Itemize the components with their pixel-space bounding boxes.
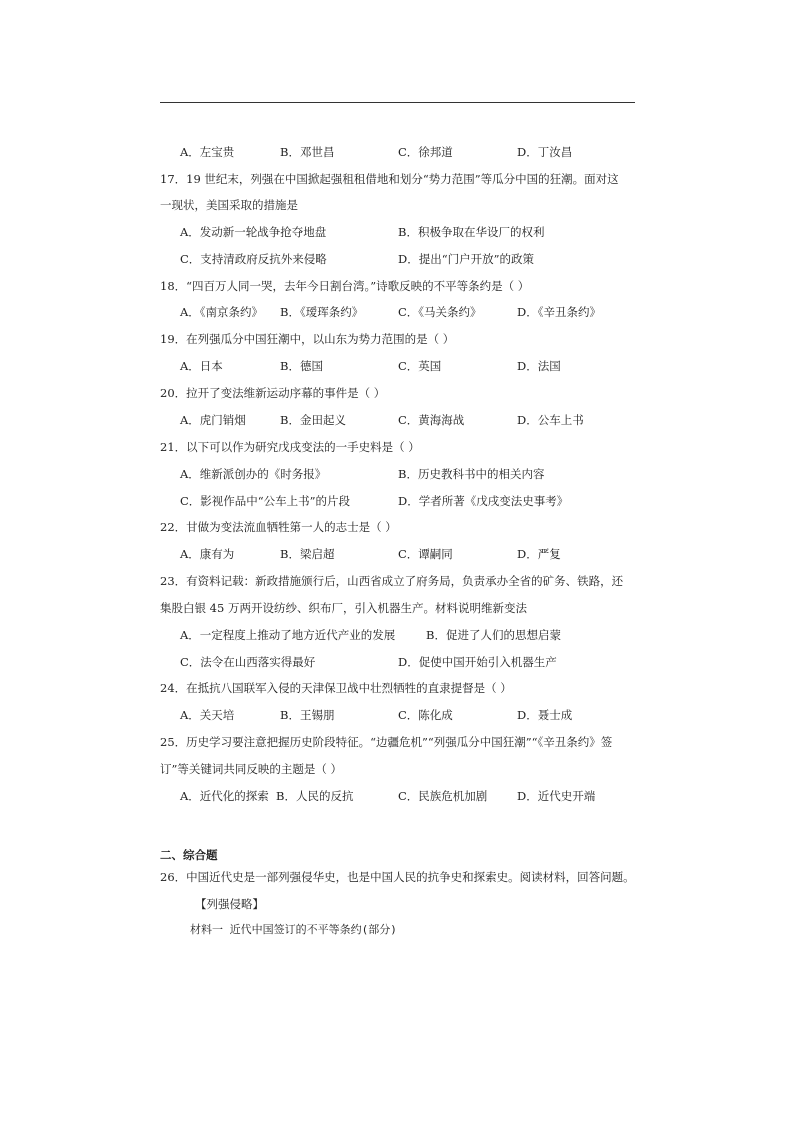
q19-option-d: D．法国 (517, 359, 561, 373)
q16-option-c: C．徐邦道 (398, 145, 453, 159)
q24-option-c: C．陈化成 (398, 708, 453, 722)
q23-stem-line2: 集股白银 45 万两开设纺纱、织布厂，引入机器生产。材料说明维新变法 (160, 601, 527, 615)
q21-option-d: D．学者所著《戊戌变法史事考》 (398, 494, 569, 508)
q22-stem: 22．甘做为变法流血牺牲第一人的志士是（ ） (160, 520, 397, 534)
q21-option-a: A．维新派创办的《时务报》 (180, 467, 327, 481)
q22-option-b: B．梁启超 (280, 547, 335, 561)
q20-option-a: A．虎门销烟 (180, 413, 246, 427)
q18-option-d: D．《辛丑条约》 (517, 305, 601, 319)
header-rule (160, 102, 635, 103)
q25-option-d: D．近代史开端 (517, 789, 596, 803)
section-title: 二、综合题 (160, 848, 218, 862)
q17-option-b: B．积极争取在华设厂的权利 (398, 225, 545, 239)
q17-stem-line1: 17．19 世纪末，列强在中国掀起强租租借地和划分“势力范围”等瓜分中国的狂潮。面对这 (160, 172, 619, 186)
q22-option-c: C．谭嗣同 (398, 547, 453, 561)
q24-option-a: A．关天培 (180, 708, 235, 722)
q19-option-a: A．日本 (180, 359, 223, 373)
q24-option-b: B．王锡朋 (280, 708, 335, 722)
q26-subtitle: 【列强侵略】 (195, 897, 264, 911)
q19-stem: 19．在列强瓜分中国狂潮中，以山东为势力范围的是（ ） (160, 332, 455, 346)
q24-option-d: D．聂士成 (517, 708, 573, 722)
q26-stem: 26．中国近代史是一部列强侵华史，也是中国人民的抗争史和探索史。阅读材料，回答问题。 (160, 870, 635, 884)
q22-option-d: D．严复 (517, 547, 561, 561)
q19-option-b: B．德国 (280, 359, 323, 373)
q23-stem-line1: 23．有资料记载：新政措施颁行后，山西省成立了府务局，负责承办全省的矿务、铁路，还 (160, 574, 624, 588)
q23-option-c: C．法令在山西落实得最好 (180, 655, 316, 669)
q18-option-b: B．《瑷珲条约》 (280, 305, 364, 319)
q25-option-a: A．近代化的探索 (180, 789, 269, 803)
q25-stem-line1: 25．历史学习要注意把握历史阶段特征。“边疆危机”“列强瓜分中国狂潮”“《辛丑条约》签 (160, 735, 613, 749)
q20-option-d: D．公车上书 (517, 413, 584, 427)
q23-option-a: A．一定程度上推动了地方近代产业的发展 (180, 628, 396, 642)
q22-option-a: A．康有为 (180, 547, 235, 561)
q25-option-b: B．人民的反抗 (276, 789, 354, 803)
q18-option-a: A．《南京条约》 (180, 305, 264, 319)
q17-option-c: C．支持清政府反抗外来侵略 (180, 252, 327, 266)
q20-stem: 20．拉开了变法维新运动序幕的事件是（ ） (160, 386, 386, 400)
q23-option-b: B．促进了人们的思想启蒙 (426, 628, 561, 642)
q16-option-b: B．邓世昌 (280, 145, 335, 159)
q18-option-c: C．《马关条约》 (398, 305, 482, 319)
q16-option-a: A．左宝贵 (180, 145, 235, 159)
q20-option-c: C．黄海海战 (398, 413, 465, 427)
q20-option-b: B．金田起义 (280, 413, 346, 427)
q21-stem: 21．以下可以作为研究戊戌变法的一手史料是（ ） (160, 440, 420, 454)
q16-option-d: D．丁汝昌 (517, 145, 573, 159)
q17-option-d: D．提出“门户开放”的政策 (398, 252, 534, 266)
q21-option-c: C．影视作品中“公车上书”的片段 (180, 494, 351, 508)
q17-stem-line2: 一现状，美国采取的措施是 (160, 198, 298, 212)
q17-option-a: A．发动新一轮战争抢夺地盘 (180, 225, 327, 239)
q19-option-c: C．英国 (398, 359, 442, 373)
q25-stem-line2: 订”等关键词共同反映的主题是（ ） (160, 762, 343, 776)
q23-option-d: D．促使中国开始引入机器生产 (398, 655, 557, 669)
q26-material-label: 材料一 近代中国签订的不平等条约(部分) (190, 923, 397, 936)
q25-option-c: C．民族危机加剧 (398, 789, 488, 803)
q21-option-b: B．历史教科书中的相关内容 (398, 467, 545, 481)
q18-stem: 18．“四百万人同一哭，去年今日割台湾。”诗歌反映的不平等条约是（ ） (160, 279, 530, 293)
q24-stem: 24．在抵抗八国联军入侵的天津保卫战中壮烈牺牲的直隶提督是（ ） (160, 681, 512, 695)
